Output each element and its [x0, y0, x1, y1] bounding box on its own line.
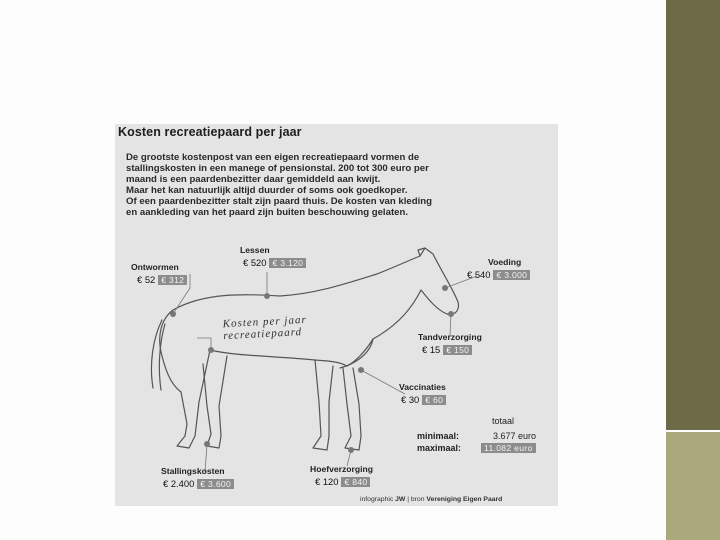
cost-label-lessen: Lessen — [240, 245, 270, 255]
totals-max-value: 11.082 euro — [481, 443, 536, 453]
totals-max-value-box — [481, 443, 536, 453]
cost-min: € 30 — [401, 394, 420, 405]
cost-max: € 150 — [443, 345, 472, 355]
totals-max-label: maximaal: — [417, 443, 462, 453]
totals-header: totaal — [492, 416, 515, 426]
side-bar-light — [666, 432, 720, 540]
cost-label-stallingskosten: Stallingskosten — [161, 466, 225, 476]
credit-line — [360, 496, 502, 503]
cost-max: € 60 — [422, 395, 446, 405]
cost-max: € 312 — [158, 275, 187, 285]
intro-line: en aankleding van het paard zijn buiten beschouwing gelaten. — [126, 207, 408, 218]
infographic-image — [115, 124, 558, 506]
cost-min: € 520 — [243, 257, 267, 268]
center-label-line: recreatiepaard — [223, 326, 303, 343]
cost-max: € 3.000 — [493, 270, 530, 280]
credit-author: JW — [395, 496, 406, 503]
cost-value-vaccinaties — [401, 394, 446, 405]
intro-line: maand is een paardenbezitter daar gemiddeld aan kwijt. — [126, 174, 381, 185]
credit-prefix: infographic — [360, 496, 396, 503]
credit-mid: | bron — [405, 496, 427, 503]
cost-value-hoefverzorging — [315, 476, 370, 487]
cost-value-tandverzorging — [422, 344, 472, 355]
cost-max: € 3.120 — [269, 258, 306, 268]
intro-line: stallingskosten in een manege of pensionstal. 200 tot 300 euro per — [126, 163, 429, 174]
cost-max: € 3.600 — [197, 479, 234, 489]
cost-label-ontwormen: Ontwormen — [131, 262, 179, 272]
cost-label-vaccinaties: Vaccinaties — [399, 382, 446, 392]
cost-value-voeding — [467, 269, 530, 280]
intro-line: Of een paardenbezitter stalt zijn paard thuis. De kosten van kleding — [126, 196, 433, 207]
cost-label-hoefverzorging: Hoefverzorging — [310, 464, 374, 474]
infographic-title: Kosten recreatiepaard per jaar — [118, 125, 302, 139]
intro-line: De grootste kostenpost van een eigen recreatiepaard vormen de — [126, 152, 420, 163]
center-label — [222, 314, 307, 342]
cost-value-ontwormen — [137, 274, 187, 285]
cost-min: € 52 — [137, 274, 156, 285]
cost-min: € 540 — [467, 269, 491, 280]
totals-min-value: 3.677 euro — [493, 431, 537, 441]
cost-min: € 15 — [422, 344, 441, 355]
intro-line: Maar het kan natuurlijk altijd duurder of soms ook goedkoper. — [126, 185, 408, 196]
side-bar-dark — [666, 0, 720, 432]
cost-label-tandverzorging: Tandverzorging — [418, 332, 482, 342]
totals-min-label: minimaal: — [417, 431, 460, 441]
credit-source: Vereniging Eigen Paard — [426, 496, 503, 503]
cost-value-lessen — [243, 257, 306, 268]
cost-min: € 120 — [315, 476, 339, 487]
cost-label-voeding: Voeding — [488, 257, 522, 267]
cost-value-stallingskosten — [163, 478, 234, 489]
cost-max: € 840 — [341, 477, 370, 487]
center-label-line: Kosten per jaar — [222, 313, 308, 331]
cost-min: € 2.400 — [163, 478, 195, 489]
